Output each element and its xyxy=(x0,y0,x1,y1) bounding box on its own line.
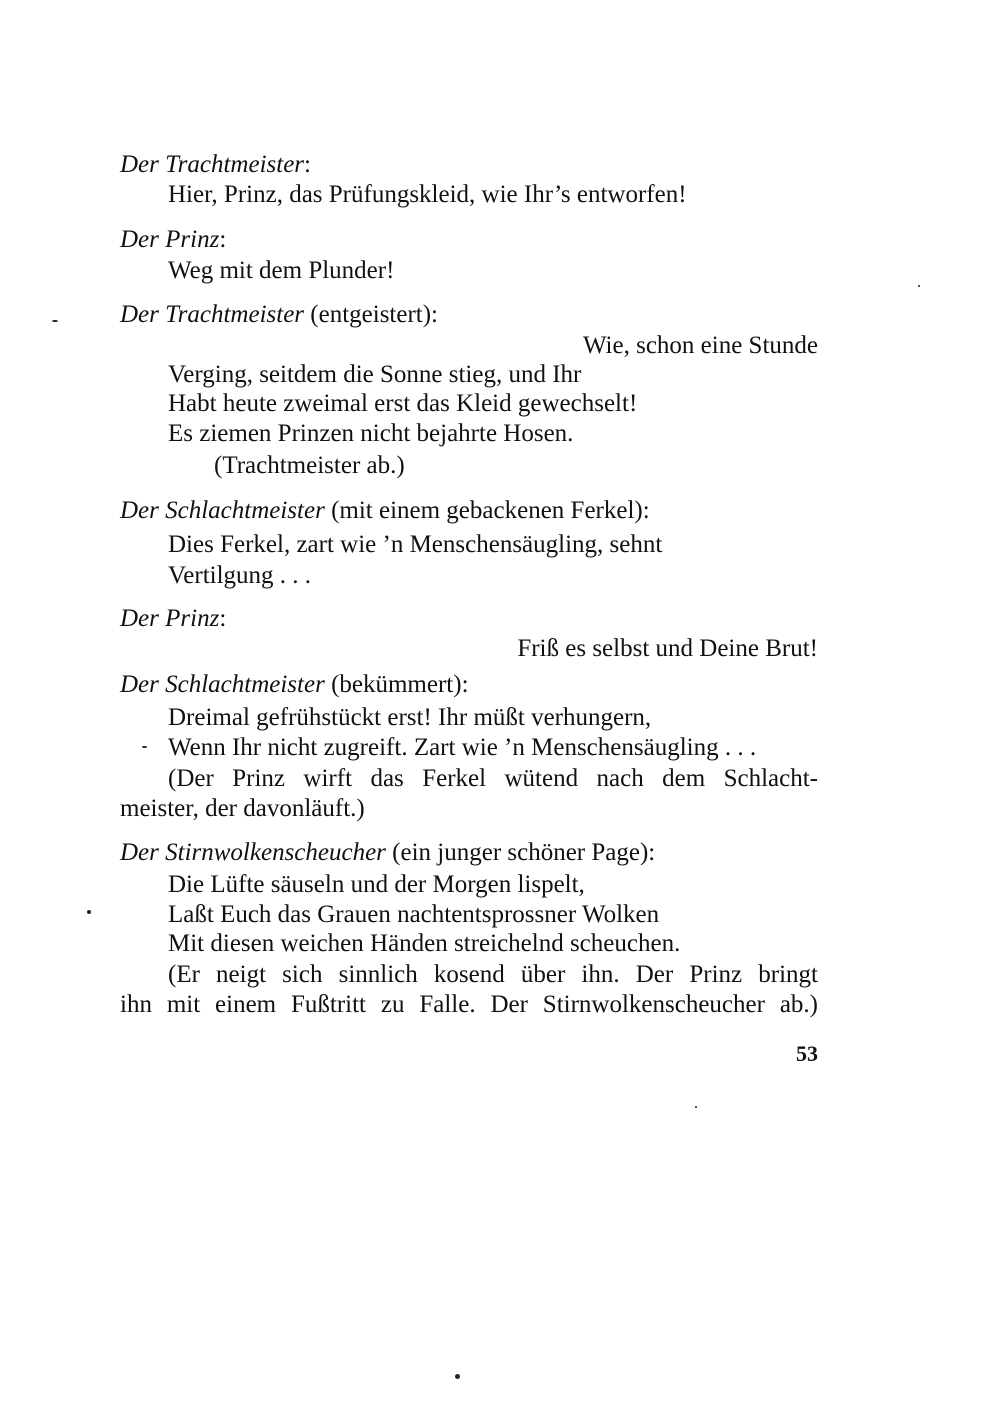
verse-line: Friß es selbst und Deine Brut! xyxy=(517,635,818,662)
stage-direction-line: (Trachtmeister ab.) xyxy=(214,452,405,479)
speaker-line xyxy=(120,838,655,868)
speaker-line xyxy=(120,604,226,634)
speaker-name: Der Schlachtmeister xyxy=(120,671,325,698)
verse-line: Vertilgung . . . xyxy=(168,562,312,589)
scan-speck xyxy=(87,910,91,914)
stage-direction: (bekümmert): xyxy=(331,671,469,698)
verse-line: Laßt Euch das Grauen nachtentsprossner Wolken xyxy=(168,901,660,928)
speaker-line xyxy=(120,300,438,330)
scan-speck xyxy=(695,1106,697,1108)
verse-line: Mit diesen weichen Händen streichelnd scheuchen. xyxy=(168,930,681,957)
scan-speck xyxy=(455,1374,460,1379)
verse-line: Die Lüfte säuseln und der Morgen lispelt, xyxy=(168,871,585,898)
speaker-line xyxy=(120,496,650,526)
verse-line: Dies Ferkel, zart wie ’n Menschensäugling, sehnt xyxy=(168,531,663,558)
speaker-colon: : xyxy=(219,226,227,253)
speaker-name: Der Trachtmeister xyxy=(120,151,305,178)
scan-speck xyxy=(52,320,58,322)
verse-line: Hier, Prinz, das Prüfungskleid, wie Ihr’s entworfen! xyxy=(168,181,687,208)
stage-direction-line: ihn mit einem Fußtritt zu Falle. Der Stirnwolkenscheucher ab.) xyxy=(120,991,818,1018)
stage-direction-line: meister, der davonläuft.) xyxy=(120,795,365,822)
verse-line: Es ziemen Prinzen nicht bejahrte Hosen. xyxy=(168,420,574,447)
speaker-line xyxy=(120,150,311,180)
speaker-colon: : xyxy=(304,151,311,178)
scan-speck xyxy=(918,285,920,287)
speaker-line xyxy=(120,670,469,700)
speaker-colon: : xyxy=(219,605,227,632)
verse-line: Verging, seitdem die Sonne stieg, und Ihr xyxy=(168,361,582,388)
verse-line: Weg mit dem Plunder! xyxy=(168,257,395,284)
stage-direction-line: (Er neigt sich sinnlich kosend über ihn. Der Prinz bringt xyxy=(168,961,818,988)
speaker-name: Der Schlachtmeister xyxy=(120,497,325,524)
speaker-name: Der Trachtmeister xyxy=(120,301,305,328)
verse-line: Habt heute zweimal erst das Kleid gewechselt! xyxy=(168,390,638,417)
speaker-line xyxy=(120,225,226,255)
stage-direction-line: (Der Prinz wirft das Ferkel wütend nach dem Schlacht- xyxy=(168,765,818,792)
page-number: 53 xyxy=(796,1041,818,1066)
speaker-name: Der Prinz xyxy=(120,605,220,632)
speaker-name: Der Prinz xyxy=(120,226,220,253)
stage-direction: (mit einem gebackenen Ferkel): xyxy=(331,497,650,524)
speaker-name: Der Stirnwolkenscheucher xyxy=(120,839,386,866)
stage-direction: (ein junger schöner Page): xyxy=(392,839,656,866)
verse-line: Dreimal gefrühstückt erst! Ihr müßt verhungern, xyxy=(168,704,652,731)
scan-speck xyxy=(142,746,147,748)
verse-line: Wenn Ihr nicht zugreift. Zart wie ’n Menschensäugling . . . xyxy=(168,734,757,761)
stage-direction: (entgeistert): xyxy=(310,301,439,328)
verse-line: Wie, schon eine Stunde xyxy=(582,332,818,359)
